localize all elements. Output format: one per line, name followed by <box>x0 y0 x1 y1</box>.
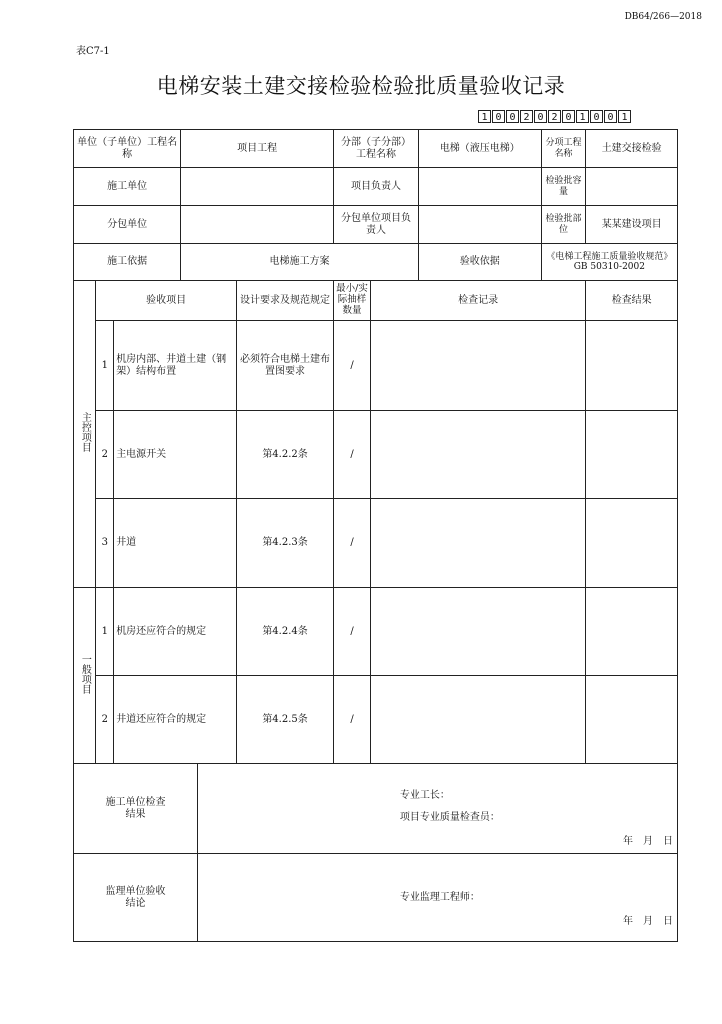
general-row-no: 1 <box>96 588 114 676</box>
supervision-check-area[interactable] <box>197 854 677 942</box>
location-value[interactable]: 某某建设项目 <box>586 206 678 244</box>
main-row-design: 第4.2.3条 <box>236 499 333 588</box>
col-item-header: 验收项目 <box>96 281 237 321</box>
supervision-check-label <box>74 854 198 942</box>
division-label: 分部（子分部）工程名称 <box>334 130 419 168</box>
main-row-item: 机房内部、井道土建（钢架）结构布置 <box>114 321 237 411</box>
main-row-record[interactable] <box>370 499 585 588</box>
general-row-result[interactable] <box>586 676 678 764</box>
page-title: 电梯安装土建交接检验检验批质量验收记录 <box>156 74 566 98</box>
general-row-item: 井道还应符合的规定 <box>114 676 237 764</box>
code-digit-box: 1 <box>478 110 491 123</box>
subitem-label: 分项工程名称 <box>541 130 586 168</box>
col-design-header: 设计要求及规范规定 <box>236 281 333 321</box>
basis-value[interactable]: 电梯施工方案 <box>181 244 419 281</box>
subcontractor-label: 分包单位 <box>74 206 181 244</box>
inspector-label: 项目专业质量检查员： <box>399 812 500 823</box>
acceptance-record-table <box>73 129 678 942</box>
col-result-header: 检查结果 <box>586 281 678 321</box>
contractor-value[interactable] <box>181 168 334 206</box>
general-row-record[interactable] <box>370 588 585 676</box>
unit-value[interactable]: 项目工程 <box>181 130 334 168</box>
general-row-design: 第4.2.4条 <box>236 588 333 676</box>
supervision-check-text: 监理单位验收结论 <box>105 886 166 909</box>
engineer-label: 专业监理工程师： <box>399 892 480 903</box>
acceptance-label: 验收依据 <box>418 244 541 281</box>
basis-label: 施工依据 <box>74 244 181 281</box>
sub-pm-value[interactable] <box>418 206 541 244</box>
main-row-record[interactable] <box>370 321 585 411</box>
pm-label: 项目负责人 <box>334 168 419 206</box>
code-digit-box: 0 <box>506 110 519 123</box>
main-row-sample[interactable]: / <box>334 499 371 588</box>
main-row-design: 第4.2.2条 <box>236 411 333 499</box>
code-digit-box: 2 <box>548 110 561 123</box>
standard-code: DB64/266—2018 <box>624 12 702 22</box>
construction-date: 年 月 日 <box>623 836 673 847</box>
code-digit-box: 0 <box>590 110 603 123</box>
main-group-label <box>74 281 96 588</box>
construction-check-text: 施工单位检查结果 <box>105 797 166 820</box>
main-row-no: 1 <box>96 321 114 411</box>
code-digit-box: 0 <box>562 110 575 123</box>
capacity-label: 检验批容量 <box>541 168 586 206</box>
col-sample-header: 最小/实际抽样数量 <box>334 281 371 321</box>
general-row-no: 2 <box>96 676 114 764</box>
code-digit-box: 2 <box>520 110 533 123</box>
main-row-result[interactable] <box>586 321 678 411</box>
foreman-label: 专业工长： <box>399 790 450 801</box>
main-group-text: 主控项目 <box>79 412 91 453</box>
location-label: 检验批部位 <box>541 206 586 244</box>
main-row-design: 必须符合电梯土建布置图要求 <box>236 321 333 411</box>
main-row-no: 3 <box>96 499 114 588</box>
main-row-sample[interactable]: / <box>334 411 371 499</box>
sub-pm-label: 分包单位项目负责人 <box>334 206 419 244</box>
division-value[interactable]: 电梯（液压电梯） <box>418 130 541 168</box>
main-row-item: 主电源开关 <box>114 411 237 499</box>
main-row-no: 2 <box>96 411 114 499</box>
construction-check-area[interactable] <box>197 764 677 854</box>
pm-value[interactable] <box>418 168 541 206</box>
main-row-record[interactable] <box>370 411 585 499</box>
general-group-text: 一般项目 <box>79 653 91 694</box>
construction-check-label <box>74 764 198 854</box>
code-digit-box: 1 <box>576 110 589 123</box>
form-number: 表C7-1 <box>76 46 110 57</box>
supervision-date: 年 月 日 <box>623 916 673 927</box>
contractor-label: 施工单位 <box>74 168 181 206</box>
general-row-sample[interactable]: / <box>334 588 371 676</box>
subitem-value[interactable]: 土建交接检验 <box>586 130 678 168</box>
code-digit-box: 1 <box>618 110 631 123</box>
subcontractor-value[interactable] <box>181 206 334 244</box>
general-group-label <box>74 588 96 764</box>
code-digit-box: 0 <box>492 110 505 123</box>
capacity-value[interactable] <box>586 168 678 206</box>
main-row-result[interactable] <box>586 499 678 588</box>
col-record-header: 检查记录 <box>370 281 585 321</box>
code-digit-box: 0 <box>604 110 617 123</box>
general-row-item: 机房还应符合的规定 <box>114 588 237 676</box>
general-row-sample[interactable]: / <box>334 676 371 764</box>
unit-label: 单位（子单位）工程名称 <box>74 130 181 168</box>
main-row-item: 井道 <box>114 499 237 588</box>
record-code-boxes <box>478 110 632 123</box>
main-row-result[interactable] <box>586 411 678 499</box>
general-row-record[interactable] <box>370 676 585 764</box>
code-digit-box: 0 <box>534 110 547 123</box>
general-row-result[interactable] <box>586 588 678 676</box>
acceptance-value[interactable]: 《电梯工程施工质量验收规范》GB 50310-2002 <box>541 244 677 281</box>
main-row-sample[interactable]: / <box>334 321 371 411</box>
general-row-design: 第4.2.5条 <box>236 676 333 764</box>
